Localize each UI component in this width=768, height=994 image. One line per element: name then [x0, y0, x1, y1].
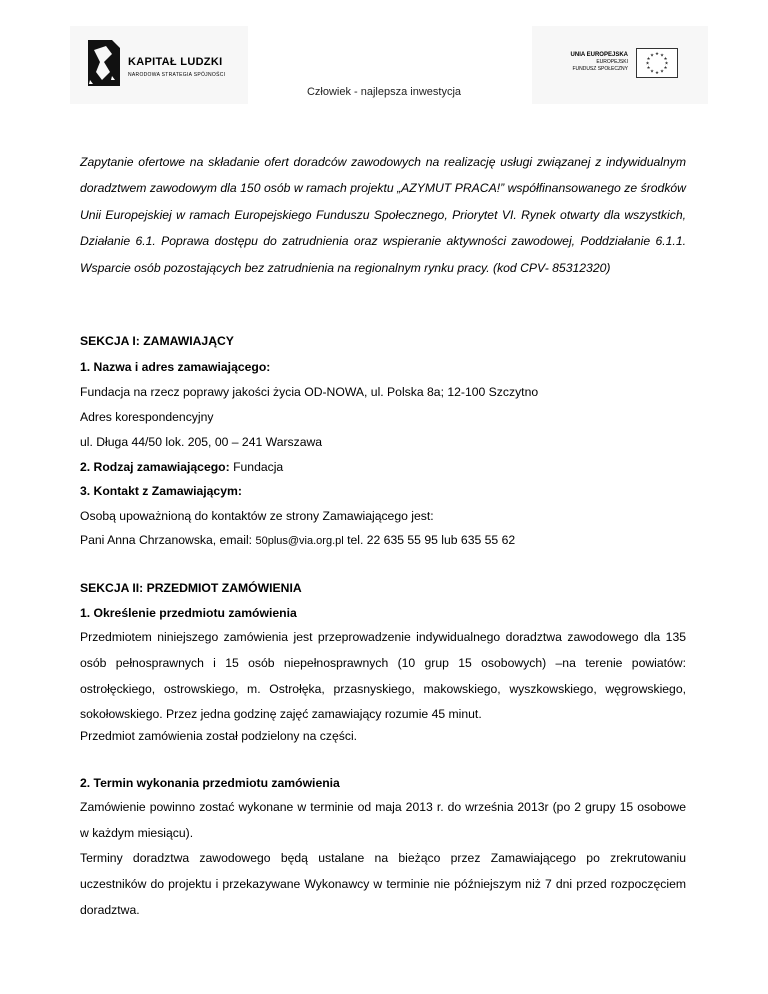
contact-intro: Osobą upoważnioną do kontaktów ze strony Zamawiającego jest:	[80, 509, 434, 523]
eu-line3: FUNDUSZ SPOŁECZNY	[572, 66, 628, 72]
svg-text:★: ★	[654, 71, 660, 76]
section1-title: SEKCJA I: ZAMAWIAJĄCY	[80, 334, 234, 348]
czesci-paragraph: Przedmiot zamówienia został podzielony na części.	[80, 729, 358, 743]
termin-paragraph: Zamówienie powinno zostać wykonane w terminie od maja 2013 r. do września 2013r (po 2 grupy 15 osobowe w każdym miesiącu).	[80, 800, 686, 840]
section1-heading-1: 1. Nazwa i adres zamawiającego:	[80, 360, 271, 374]
kl-subtitle: NARODOWA STRATEGIA SPÓJNOŚCI	[128, 72, 226, 78]
svg-text:★: ★	[649, 69, 655, 75]
svg-text:★: ★	[645, 61, 650, 67]
svg-text:★: ★	[646, 57, 651, 62]
svg-text:★: ★	[659, 69, 665, 75]
przedmiot-paragraph: Przedmiotem niniejszego zamówienia jest przeprowadzenie indywidualnego doradztwa zawodowego dla 135 osób pełnosprawnych i 15 osób niepełnosprawnych (10 grup 15 osobowych) –na terenie powiatów: ostrołęckiego, ostrowskiego, m. Ostrołęka, przasnyskiego, makowskiego, wyszkowskiego, węgrowskiego, sokołowskiego. Przez jedna godzinę zajęć zamawiający rozumie 45 minut.	[80, 630, 686, 722]
section1-heading-3: 3. Kontakt z Zamawiającym:	[80, 484, 242, 498]
svg-text:★: ★	[646, 66, 651, 71]
correspondence-label: Adres korespondencyjny	[80, 410, 214, 424]
svg-text:★: ★	[664, 61, 669, 67]
svg-text:★: ★	[663, 57, 668, 62]
contact-phone: tel. 22 635 55 95 lub 635 55 62	[343, 533, 516, 547]
section2-title: SEKCJA II: PRZEDMIOT ZAMÓWIENIA	[80, 581, 302, 595]
zamawiajacy-type-line	[80, 460, 283, 474]
terminy-paragraph: Terminy doradztwa zawodowego będą ustalane na bieżąco przez Zamawiającego po zrekrutowaniu uczestników do projektu i przekazywane Wykonawcy w terminie nie późniejszym niż 7 dni przed rozpoczęciem doradztwa.	[80, 851, 686, 917]
svg-text:★: ★	[649, 53, 655, 59]
svg-text:★: ★	[654, 52, 660, 57]
zamawiajacy-address: Fundacja na rzecz poprawy jakości życia OD-NOWA, ul. Polska 8a; 12-100 Szczytno	[80, 385, 539, 399]
svg-text:★: ★	[659, 53, 665, 59]
zamawiajacy-type: Fundacja	[229, 460, 284, 474]
svg-text:★: ★	[663, 66, 668, 71]
section1-heading-2: 2. Rodzaj zamawiającego:	[80, 460, 230, 474]
kl-title: KAPITAŁ LUDZKI	[128, 56, 223, 68]
section2-heading-1: 1. Określenie przedmiotu zamówienia	[80, 606, 297, 620]
eu-text	[532, 52, 628, 73]
eu-line2: EUROPEJSKI	[596, 59, 628, 65]
motto: Człowiek - najlepsza inwestycja	[306, 86, 462, 98]
contact-line	[80, 533, 515, 547]
eu-line1: UNIA EUROPEJSKA	[570, 52, 628, 58]
eu-flag-icon	[636, 48, 678, 78]
intro-paragraph: Zapytanie ofertowe na składanie ofert doradców zawodowych na realizację usługi związanej z indywidualnym doradztwem zawodowym dla 150 osób w ramach projektu „AZYMUT PRACA!” współfinansowanego ze środków Unii Europejskiej w ramach Europejskiego Funduszu Społecznego, Priorytet VI. Rynek otwarty dla wszystkich, Działanie 6.1. Poprawa dostępu do zatrudnienia oraz wspieranie aktywności zawodowej, Poddziałanie 6.1.1. Wsparcie osób pozostających bez zatrudnienia na regionalnym rynku pracy. (kod CPV- 85312320)	[80, 155, 686, 275]
section2-heading-2: 2. Termin wykonania przedmiotu zamówienia	[80, 776, 340, 790]
correspondence-address: ul. Długa 44/50 lok. 205, 00 – 241 Warszawa	[80, 435, 323, 449]
contact-email[interactable]: 50plus@via.org.pl	[255, 535, 344, 547]
contact-name: Pani Anna Chrzanowska, email:	[80, 533, 256, 547]
